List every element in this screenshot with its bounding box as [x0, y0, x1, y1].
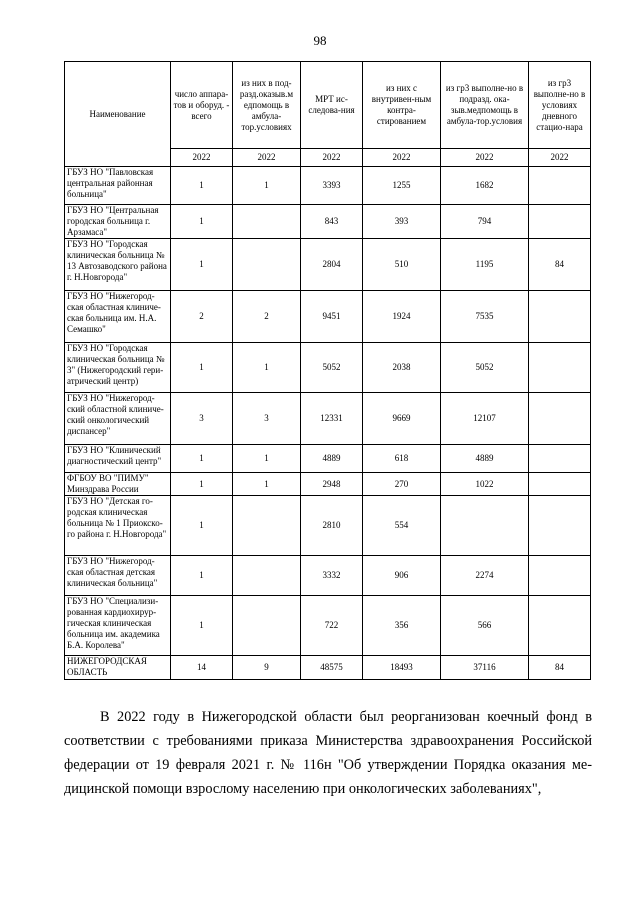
column-header-day-hospital: из гр3 выполне-но в условиях дневного стацио-нара — [529, 62, 591, 149]
value-cell-c5: 37116 — [441, 656, 529, 680]
value-cell-c6 — [529, 393, 591, 445]
value-cell-c6 — [529, 205, 591, 239]
value-cell-c5: 1022 — [441, 473, 529, 496]
value-cell-c1: 1 — [171, 445, 233, 473]
page-number: 98 — [313, 33, 327, 48]
institution-name: ГБУЗ НО "Городская клиническая больница № 13 Автозаводского района г. Н.Новгорода" — [65, 239, 171, 291]
value-cell-c4: 18493 — [363, 656, 441, 680]
value-cell-c5: 794 — [441, 205, 529, 239]
institution-name: ГБУЗ НО "Нижегород-ская областная детская клиническая больница" — [65, 556, 171, 596]
institution-name: ГБУЗ НО "Центральная городская больница г. Арзамаса" — [65, 205, 171, 239]
value-cell-c2 — [233, 556, 301, 596]
value-cell-c6 — [529, 343, 591, 393]
value-cell-c6 — [529, 473, 591, 496]
column-header-outpatient-devices: из них в под-разд.оказыв.м едпомощь в амбула-тор.условиях — [233, 62, 301, 149]
value-cell-c1: 1 — [171, 167, 233, 205]
value-cell-c1: 1 — [171, 473, 233, 496]
column-header-name: Наименование — [65, 62, 171, 167]
value-cell-c4: 356 — [363, 596, 441, 656]
year-cell: 2022 — [441, 149, 529, 167]
body-text — [64, 705, 592, 801]
value-cell-c5: 1682 — [441, 167, 529, 205]
value-cell-c4: 9669 — [363, 393, 441, 445]
institution-name: ФГБОУ ВО "ПИМУ" Минздрава России — [65, 473, 171, 496]
value-cell-c3: 3393 — [301, 167, 363, 205]
value-cell-c5: 12107 — [441, 393, 529, 445]
institution-name: ГБУЗ НО "Детская го-родская клиническая больница № 1 Приокско-го района г. Н.Новгорода" — [65, 496, 171, 556]
table-row — [65, 393, 591, 445]
table-row — [65, 291, 591, 343]
value-cell-c3: 843 — [301, 205, 363, 239]
value-cell-c4: 510 — [363, 239, 441, 291]
value-cell-c3: 5052 — [301, 343, 363, 393]
column-header-devices: число аппара-тов и оборуд. - всего — [171, 62, 233, 149]
value-cell-c6: 84 — [529, 239, 591, 291]
value-cell-c3: 2804 — [301, 239, 363, 291]
value-cell-c5: 566 — [441, 596, 529, 656]
value-cell-c4: 393 — [363, 205, 441, 239]
value-cell-c2: 1 — [233, 167, 301, 205]
table-row — [65, 473, 591, 496]
value-cell-c6 — [529, 496, 591, 556]
institution-name: ГБУЗ НО "Специализи-рованная кардиохирур-гическая клиническая больница им. академика Б.А. Королева" — [65, 596, 171, 656]
institution-name: ГБУЗ НО "Нижегород-ская областная клиниче-ская больница им. Н.А. Семашко" — [65, 291, 171, 343]
year-cell: 2022 — [301, 149, 363, 167]
table-row — [65, 205, 591, 239]
column-header-contrast: из них с внутривен-ным контра-стированием — [363, 62, 441, 149]
table-row — [65, 496, 591, 556]
value-cell-c1: 1 — [171, 496, 233, 556]
value-cell-c4: 618 — [363, 445, 441, 473]
value-cell-c4: 1924 — [363, 291, 441, 343]
value-cell-c5 — [441, 496, 529, 556]
value-cell-c1: 1 — [171, 205, 233, 239]
value-cell-c2: 3 — [233, 393, 301, 445]
value-cell-c2: 2 — [233, 291, 301, 343]
value-cell-c6 — [529, 596, 591, 656]
value-cell-c2: 1 — [233, 445, 301, 473]
table-body — [65, 167, 591, 680]
value-cell-c6 — [529, 291, 591, 343]
table-row — [65, 239, 591, 291]
column-header-mri-studies: МРТ ис-следова-ния — [301, 62, 363, 149]
value-cell-c4: 1255 — [363, 167, 441, 205]
value-cell-c5: 1195 — [441, 239, 529, 291]
value-cell-c6 — [529, 445, 591, 473]
value-cell-c3: 2948 — [301, 473, 363, 496]
value-cell-c2: 1 — [233, 343, 301, 393]
equipment-table — [64, 61, 591, 680]
value-cell-c3: 4889 — [301, 445, 363, 473]
institution-name: ГБУЗ НО "Нижегород-ский областной клиниче-ский онкологический диспансер" — [65, 393, 171, 445]
value-cell-c1: 14 — [171, 656, 233, 680]
institution-name: ГБУЗ НО "Павловская центральная районная больница" — [65, 167, 171, 205]
value-cell-c2 — [233, 596, 301, 656]
value-cell-c4: 554 — [363, 496, 441, 556]
value-cell-c4: 270 — [363, 473, 441, 496]
column-header-outpatient-studies: из гр3 выполне-но в подразд. ока-зыв.медпомощь в амбула-тор.условия — [441, 62, 529, 149]
value-cell-c2 — [233, 496, 301, 556]
value-cell-c6 — [529, 556, 591, 596]
table-row — [65, 556, 591, 596]
value-cell-c1: 2 — [171, 291, 233, 343]
value-cell-c2: 1 — [233, 473, 301, 496]
value-cell-c3: 48575 — [301, 656, 363, 680]
value-cell-c5: 7535 — [441, 291, 529, 343]
value-cell-c6: 84 — [529, 656, 591, 680]
value-cell-c1: 1 — [171, 343, 233, 393]
value-cell-c3: 2810 — [301, 496, 363, 556]
value-cell-c5: 2274 — [441, 556, 529, 596]
value-cell-c1: 3 — [171, 393, 233, 445]
table-row — [65, 343, 591, 393]
year-cell: 2022 — [171, 149, 233, 167]
value-cell-c2 — [233, 239, 301, 291]
value-cell-c2: 9 — [233, 656, 301, 680]
value-cell-c5: 4889 — [441, 445, 529, 473]
paragraph: В 2022 году в Нижегородской области был реорганизован коечный фонд в соответствии с требованиями приказа Министерства здравоохранения Российской федерации от 19 февраля 2021 г. № 116н "Об утверждении Порядка оказания ме-дицинской помощи взрослому населению при онкологических заболеваниях", — [64, 709, 592, 797]
institution-name: ГБУЗ НО "Клинический диагностический центр" — [65, 445, 171, 473]
value-cell-c1: 1 — [171, 239, 233, 291]
table-row — [65, 445, 591, 473]
value-cell-c4: 906 — [363, 556, 441, 596]
value-cell-c5: 5052 — [441, 343, 529, 393]
year-cell: 2022 — [529, 149, 591, 167]
value-cell-c3: 12331 — [301, 393, 363, 445]
institution-name: ГБУЗ НО "Городская клиническая больница № 3" (Нижегородский гери-атрический центр) — [65, 343, 171, 393]
value-cell-c6 — [529, 167, 591, 205]
value-cell-c1: 1 — [171, 556, 233, 596]
value-cell-c4: 2038 — [363, 343, 441, 393]
value-cell-c3: 9451 — [301, 291, 363, 343]
value-cell-c1: 1 — [171, 596, 233, 656]
value-cell-c2 — [233, 205, 301, 239]
year-cell: 2022 — [363, 149, 441, 167]
table-row — [65, 596, 591, 656]
value-cell-c3: 3332 — [301, 556, 363, 596]
institution-name: НИЖЕГОРОДСКАЯ ОБЛАСТЬ — [65, 656, 171, 680]
total-row — [65, 656, 591, 680]
table-row — [65, 167, 591, 205]
header-row — [65, 62, 591, 149]
value-cell-c3: 722 — [301, 596, 363, 656]
year-cell: 2022 — [233, 149, 301, 167]
